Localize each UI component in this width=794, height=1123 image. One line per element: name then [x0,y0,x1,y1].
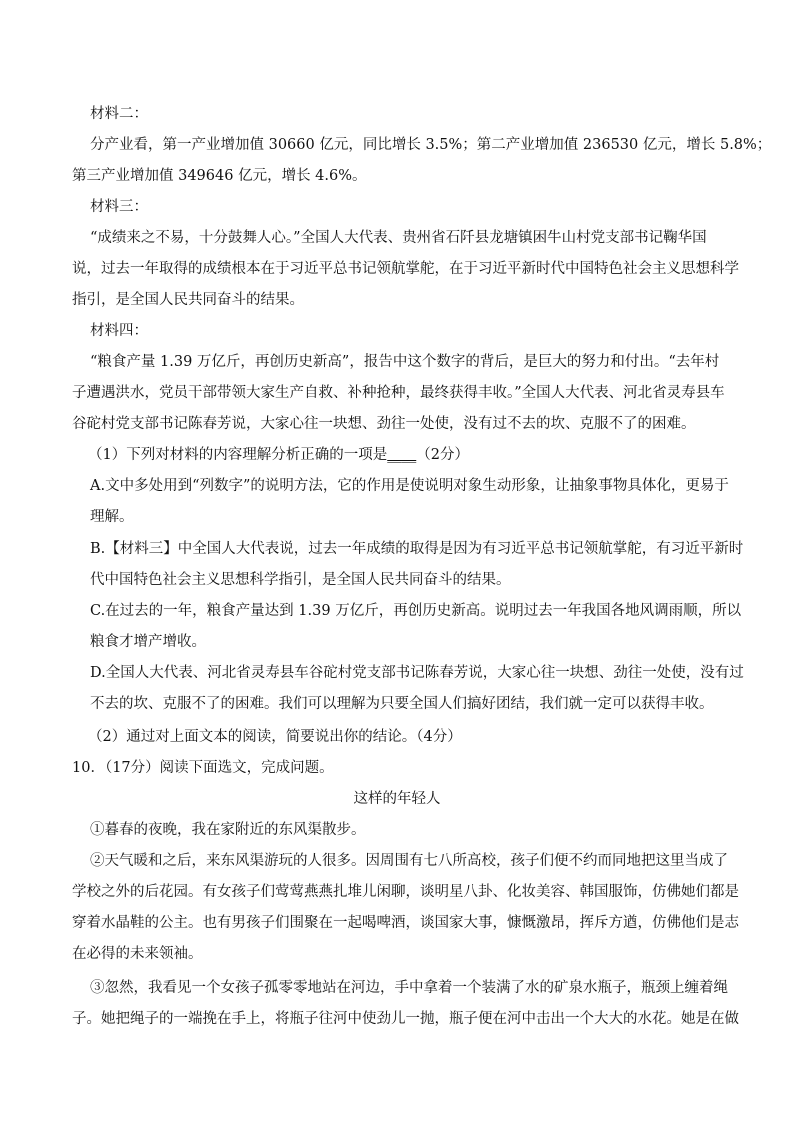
option-d: D.全国人大代表、河北省灵寿县车谷砣村党支部书记陈春芳说，大家心往一块想、劲往一处使，没有过 [90,665,744,681]
paragraph-2-line: 在必得的未来领袖。 [72,946,203,962]
option-b: B.【材料三】中全国人大代表说，过去一年成绩的取得是因为有习近平总书记领航掌舵，有习近平新时 [90,541,744,557]
option-a-cont: 理解。 [90,509,134,525]
material2-line: 第三产业增加值 349646 亿元，增长 4.6%。 [72,168,367,184]
material4-line: 子遭遇洪水，党员干部带领大家生产自救、补种抢种，最终获得丰收。”全国人大代表、河北省灵寿县车 [72,385,725,401]
material3-heading: 材料三： [90,199,148,215]
option-c: C.在过去的一年，粮食产量达到 1.39 万亿斤，再创历史新高。说明过去一年我国各地风调雨顺，所以 [90,603,742,619]
answer-blank: ____ [387,447,417,463]
option-a: A.文中多处用到“列数字”的说明方法，它的作用是使说明对象生动形象，让抽象事物具体化，更易于 [90,478,729,494]
material4-line: “粮食产量 1.39 万亿斤，再创历史新高”，报告中这个数字的背后，是巨大的努力和付出。“去年村 [90,354,720,370]
option-b-cont: 代中国特色社会主义思想科学指引，是全国人民共同奋斗的结果。 [90,572,511,588]
article-title: 这样的年轻人 [353,791,441,807]
question-1-stem [88,445,738,465]
question-1-score: （2分） [416,447,469,463]
material4-heading: 材料四： [90,323,148,339]
material3-line: “成绩来之不易，十分鼓舞人心。”全国人大代表、贵州省石阡县龙塘镇困牛山村党支部书记鞠华国 [90,230,707,246]
option-d-cont: 不去的坎、克服不了的困难。我们可以理解为只要全国人们搞好团结，我们就一定可以获得丰收。 [90,696,714,712]
option-c-cont: 粮食才增产增收。 [90,634,206,650]
material3-line: 指引，是全国人民共同奋斗的结果。 [72,292,304,308]
question-1-text: （1）下列对材料的内容理解分析正确的一项是 [88,447,388,463]
material4-line: 谷砣村党支部书记陈春芳说，大家心往一块想、劲往一处使，没有过不去的坎、克服不了的困难。 [72,416,696,432]
paragraph-2-line: 穿着水晶鞋的公主。也有男孩子们围聚在一起喝啤酒，谈国家大事，慷慨激昂，挥斥方遒，仿佛他们是志 [72,915,739,931]
paragraph-3-line: 子。她把绳子的一端挽在手上，将瓶子往河中使劲儿一抛，瓶子便在河中击出一个大大的水花。她是在做 [72,1011,739,1027]
paragraph-2-line: 学校之外的后花园。有女孩子们莺莺燕燕扎堆儿闲聊，谈明星八卦、化妆美容、韩国服饰，仿佛她们都是 [72,884,739,900]
material3-line: 说，过去一年取得的成绩根本在于习近平总书记领航掌舵，在于习近平新时代中国特色社会主义思想科学 [72,261,739,277]
question-10-header: 10．（17分）阅读下面选文，完成问题。 [72,760,334,776]
material2-heading: 材料二： [90,106,148,122]
paragraph-2: ②天气暖和之后，来东风渠游玩的人很多。因周围有七八所高校，孩子们便不约而同地把这里当成了 [90,853,728,869]
paragraph-3: ③忽然，我看见一个女孩子孤零零地站在河边，手中拿着一个装满了水的矿泉水瓶子，瓶颈上缠着绳 [90,980,728,996]
question-2: （2）通过对上面文本的阅读，简要说出你的结论。（4分） [88,729,462,745]
paragraph-1: ①暮春的夜晚，我在家附近的东风渠散步。 [90,822,366,838]
material2-line: 分产业看，第一产业增加值 30660 亿元，同比增长 3.5%；第二产业增加值 236530 亿元，增长 5.8%； [90,137,772,153]
